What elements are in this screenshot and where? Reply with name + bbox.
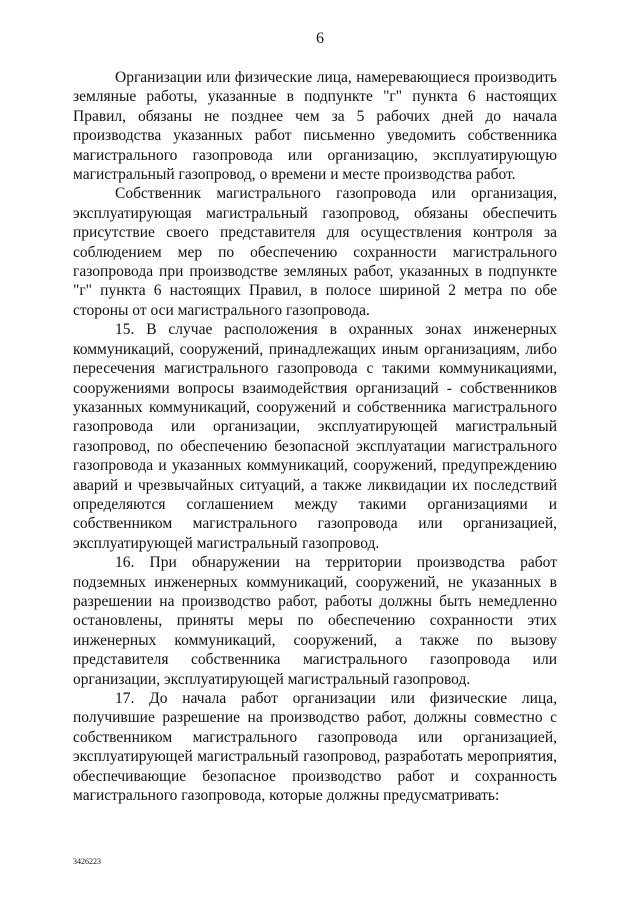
page-number: 6 [316,30,324,47]
paragraph-15: 15. В случае расположения в охранных зонах инженерных коммуникаций, сооружений, принадлежащих иным организациям, либо пересечения магистрального газопровода с такими коммуникациями, сооружениями вопросы взаимодействия организаций - собственников указанных коммуникаций, сооружений и собственника магистрального газопровода или организации, эксплуатирующей магистральный газопровод, по обеспечению безопасной эксплуатации магистрального газопровода и указанных коммуникаций, сооружений, предупреждению аварий и чрезвычайных ситуаций, а также ликвидации их последствий определяются соглашением между такими организациями и собственником магистрального газопровода или организацией, эксплуатирующей магистральный газопровод. [73,321,557,552]
paragraph-notification: Организации или физические лица, намеревающиеся производить земляные работы, указанные в подпункте "г" пункта 6 настоящих Правил, обязаны не позднее чем за 5 рабочих дней до начала производства указанных работ письменно уведомить собственника магистрального газопровода или организацию, эксплуатирующую магистральный газопровод, о времени и месте производства работ. [73,69,557,184]
paragraph-17: 17. До начала работ организации или физические лица, получившие разрешение на производство работ, должны совместно с собственником магистрального газопровода или организацией, эксплуатирующей магистральный газопровод, разработать мероприятия, обеспечивающие безопасное производство работ и сохранность магистрального газопровода, которые должны предусматривать: [73,690,557,805]
document-body [73,68,557,805]
paragraph-representative: Собственник магистрального газопровода или организация, эксплуатирующая магистральный газопровод, обязаны обеспечить присутствие своего представителя для осуществления контроля за соблюдением мер по обеспечению сохранности магистрального газопровода при производстве земляных работ, указанных в подпункте "г" пункта 6 настоящих Правил, в полосе шириной 2 метра по обе стороны от оси магистрального газопровода. [73,185,557,319]
paragraph-16: 16. При обнаружении на территории производства работ подземных инженерных коммуникаций, сооружений, не указанных в разрешении на производство работ, работы должны быть немедленно остановлены, приняты меры по обеспечению сохранности этих инженерных коммуникаций, сооружений, а также по вызову представителя собственника магистрального газопровода или организации, эксплуатирующей магистральный газопровод. [73,554,557,688]
document-code: 3426223 [73,857,101,866]
